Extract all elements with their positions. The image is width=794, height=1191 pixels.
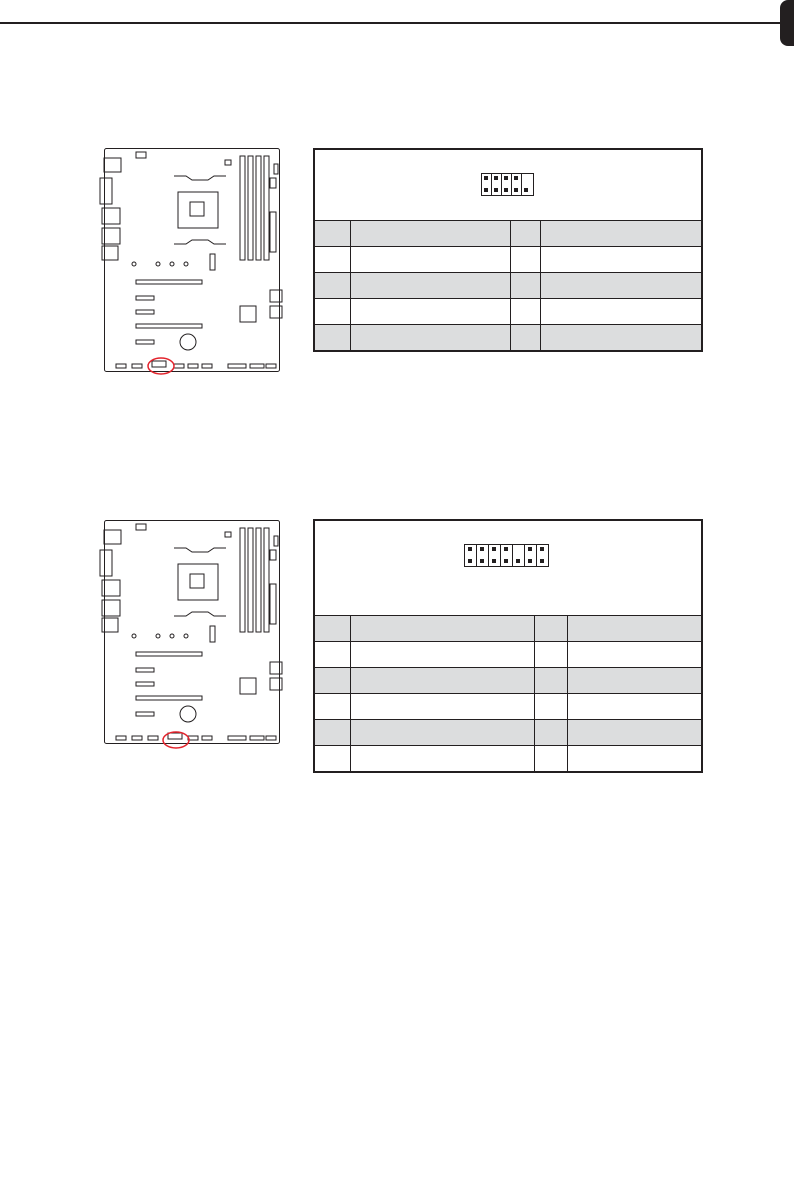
motherboard-icon [104, 520, 280, 744]
table-row [315, 299, 701, 325]
table-row [315, 720, 701, 746]
page-thumb-tab [780, 0, 794, 46]
table-row [315, 694, 701, 720]
table-row [315, 668, 701, 694]
pin-header-icon [462, 521, 554, 594]
table-row [315, 642, 701, 668]
pin-header-illustration [315, 150, 701, 223]
table-row [315, 616, 701, 642]
motherboard-icon [104, 148, 280, 372]
pin-definition-panel-1 [313, 148, 703, 352]
pin-header-illustration [315, 521, 701, 594]
pin-header-icon [478, 150, 538, 223]
motherboard-diagram-2 [104, 520, 280, 744]
pin-definition-panel-2 [313, 519, 703, 773]
page-edge-rule [0, 22, 780, 24]
table-row [315, 247, 701, 273]
pin-table [315, 220, 701, 350]
motherboard-diagram-1 [104, 148, 280, 372]
pin-table [315, 615, 701, 771]
table-row [315, 746, 701, 772]
table-row [315, 325, 701, 351]
highlight-marker [163, 732, 189, 748]
table-row [315, 221, 701, 247]
table-row [315, 273, 701, 299]
